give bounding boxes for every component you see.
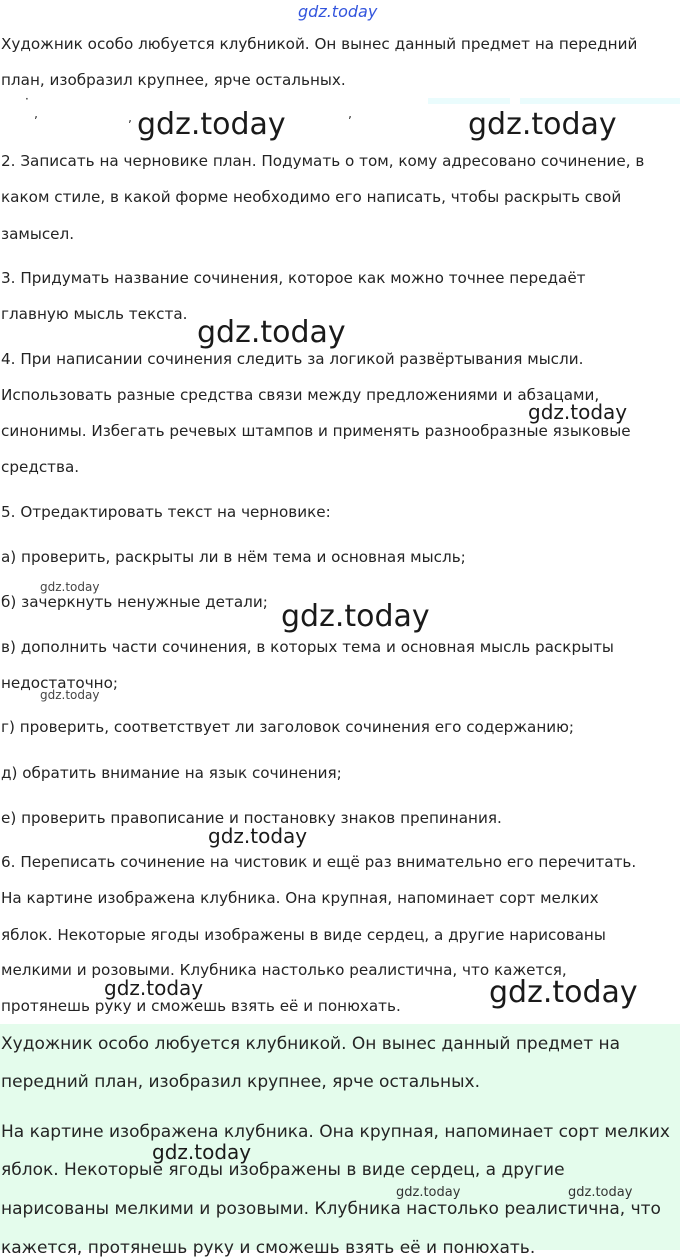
- step-line: в) дополнить части сочинения, в которых тема и основная мысль раскрыты: [1, 638, 614, 656]
- step-line: е) проверить правописание и постановку знаков препинания.: [1, 809, 502, 827]
- header-watermark: gdz.today: [298, 2, 378, 21]
- decorative-strip: [520, 98, 680, 104]
- intro-line: план, изобразил крупнее, ярче остальных.: [1, 71, 346, 89]
- watermark: gdz.today: [197, 315, 346, 350]
- step-line: 4. При написании сочинения следить за логикой развёртывания мысли.: [1, 350, 584, 368]
- step-line: протянешь руку и сможешь взять её и понюхать.: [1, 997, 401, 1015]
- step-line: синонимы. Избегать речевых штампов и применять разнообразные языковые: [1, 422, 631, 440]
- speck: ʼ: [348, 114, 352, 128]
- decorative-strip: [428, 98, 510, 104]
- watermark: gdz.today: [137, 107, 286, 142]
- answer-line: нарисованы мелкими и розовыми. Клубника настолько реалистична, что: [1, 1199, 661, 1219]
- step-line: 2. Записать на черновике план. Подумать о том, кому адресовано сочинение, в: [1, 152, 645, 170]
- answer-line: На картине изображена клубника. Она крупная, напоминает сорт мелких: [1, 1122, 670, 1142]
- step-line: д) обратить внимание на язык сочинения;: [1, 764, 342, 782]
- step-line: г) проверить, соответствует ли заголовок сочинения его содержанию;: [1, 718, 575, 736]
- step-line: яблок. Некоторые ягоды изображены в виде сердец, а другие нарисованы: [1, 926, 606, 944]
- speck: ·: [25, 92, 29, 106]
- watermark: gdz.today: [568, 1185, 633, 1200]
- watermark: gdz.today: [468, 107, 617, 142]
- answer-line: яблок. Некоторые ягоды изображены в виде сердец, а другие: [1, 1160, 565, 1180]
- watermark: gdz.today: [528, 400, 628, 424]
- step-line: замысел.: [1, 225, 75, 243]
- watermark: gdz.today: [152, 1140, 252, 1164]
- step-line: 6. Переписать сочинение на чистовик и ещё раз внимательно его перечитать.: [1, 853, 637, 871]
- step-line: а) проверить, раскрыты ли в нём тема и основная мысль;: [1, 548, 466, 566]
- step-line: На картине изображена клубника. Она крупная, напоминает сорт мелких: [1, 889, 599, 907]
- speck: ʼ: [34, 114, 38, 128]
- intro-line: Художник особо любуется клубникой. Он вынес данный предмет на передний: [1, 35, 638, 53]
- step-line: каком стиле, в какой форме необходимо его написать, чтобы раскрыть свой: [1, 188, 622, 206]
- step-line: б) зачеркнуть ненужные детали;: [1, 593, 268, 611]
- watermark: gdz.today: [489, 975, 638, 1010]
- answer-line: передний план, изобразил крупнее, ярче остальных.: [1, 1072, 481, 1092]
- step-line: 3. Придумать название сочинения, которое как можно точнее передаёт: [1, 269, 586, 287]
- step-line: Использовать разные средства связи между предложениями и абзацами,: [1, 386, 600, 404]
- step-line: 5. Отредактировать текст на черновике:: [1, 503, 331, 521]
- answer-line: Художник особо любуется клубникой. Он вынес данный предмет на: [1, 1034, 621, 1054]
- watermark: gdz.today: [40, 580, 100, 594]
- step-line: главную мысль текста.: [1, 305, 188, 323]
- watermark: gdz.today: [40, 688, 100, 702]
- watermark: gdz.today: [281, 599, 430, 634]
- step-line: мелкими и розовыми. Клубника настолько реалистична, что кажется,: [1, 961, 567, 979]
- watermark: gdz.today: [208, 824, 308, 848]
- step-line: средства.: [1, 458, 80, 476]
- watermark: gdz.today: [396, 1185, 461, 1200]
- answer-line: кажется, протянешь руку и сможешь взять её и понюхать.: [1, 1238, 536, 1258]
- step-line: недостаточно;: [1, 674, 119, 692]
- watermark: gdz.today: [104, 976, 204, 1000]
- speck: ʼ: [128, 118, 132, 132]
